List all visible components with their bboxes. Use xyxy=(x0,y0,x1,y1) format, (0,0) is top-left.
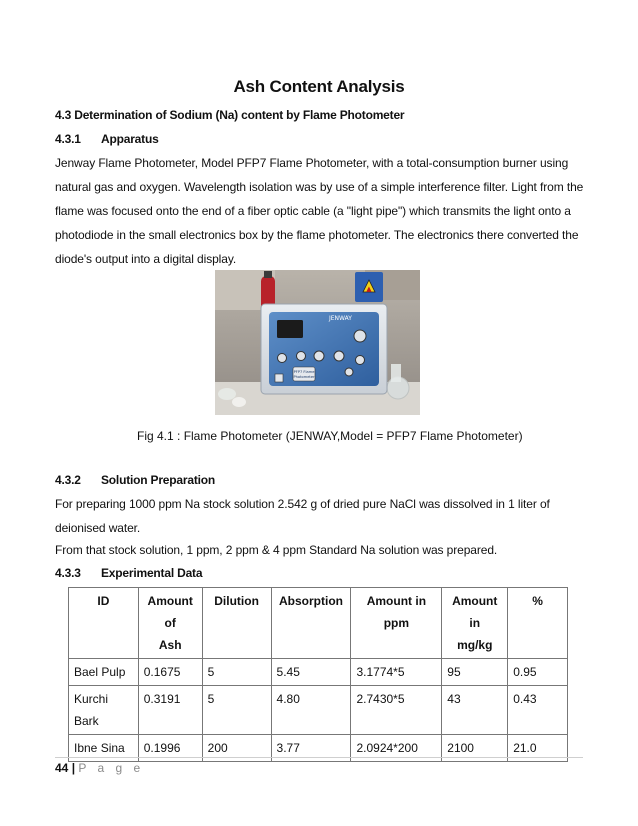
experimental-number: 4.3.3 xyxy=(55,566,81,580)
table-cell: 2100 xyxy=(442,735,508,762)
solution-line: From that stock solution, 1 ppm, 2 ppm & 4 ppm Standard Na solution was prepared. xyxy=(55,543,498,557)
apparatus-heading xyxy=(55,132,159,146)
solution-number: 4.3.2 xyxy=(55,473,81,487)
table-cell: 43 xyxy=(442,686,508,735)
footer-divider xyxy=(55,757,583,758)
table-cell: 5.45 xyxy=(271,659,351,686)
table-row xyxy=(69,686,568,735)
svg-text:Photometer: Photometer xyxy=(293,375,315,379)
table-cell: 2.7430*5 xyxy=(351,686,442,735)
apparatus-line: Jenway Flame Photometer, Model PFP7 Flame Photometer, with a total-consumption burner using xyxy=(55,156,569,170)
svg-text:▲: ▲ xyxy=(366,285,372,293)
solution-line: deionised water. xyxy=(55,521,141,535)
table-cell: 200 xyxy=(202,735,271,762)
table-header-cell: ID xyxy=(69,588,139,659)
apparatus-title: Apparatus xyxy=(101,132,159,146)
table-header-cell: Amount in ppm xyxy=(351,588,442,659)
table-header-cell: Amount of Ash xyxy=(138,588,202,659)
table-header-row xyxy=(69,588,568,659)
table-header-cell: Absorption xyxy=(271,588,351,659)
solution-title: Solution Preparation xyxy=(101,473,216,487)
table-cell: Kurchi Bark xyxy=(69,686,139,735)
page-title: Ash Content Analysis xyxy=(233,77,405,96)
table-row xyxy=(69,659,568,686)
apparatus-line: diode's output into a digital display. xyxy=(55,252,237,266)
table-header-cell: Amount in mg/kg xyxy=(442,588,508,659)
table-cell: 0.43 xyxy=(508,686,568,735)
page-footer xyxy=(55,761,144,775)
table-cell: 2.0924*200 xyxy=(351,735,442,762)
table-cell: 5 xyxy=(202,659,271,686)
experimental-heading xyxy=(55,566,202,580)
apparatus-line: photodiode in the small electronics box by the flame photometer. The electronics there converted the xyxy=(55,228,579,242)
section-number: 4.3 xyxy=(55,108,72,122)
solution-heading xyxy=(55,473,215,487)
table-cell: 0.1675 xyxy=(138,659,202,686)
apparatus-line: natural gas and oxygen. Wavelength isolation was by use of a simple interference filter. Light from the xyxy=(55,180,584,194)
table-cell: 0.3191 xyxy=(138,686,202,735)
footer-separator: | xyxy=(71,761,76,775)
table-cell: 0.1996 xyxy=(138,735,202,762)
table-cell: 0.95 xyxy=(508,659,568,686)
table-cell: 21.0 xyxy=(508,735,568,762)
section-heading xyxy=(55,108,404,122)
apparatus-line: flame was focused onto the end of a fiber optic cable (a "light pipe") which transmits the light onto a xyxy=(55,204,571,218)
svg-text:PFP7 Flame: PFP7 Flame xyxy=(293,370,315,374)
figure-caption: Fig 4.1 : Flame Photometer (JENWAY,Model = PFP7 Flame Photometer) xyxy=(137,429,523,443)
table-cell: 5 xyxy=(202,686,271,735)
page-word: P a g e xyxy=(78,761,145,775)
apparatus-number: 4.3.1 xyxy=(55,132,81,146)
flame-photometer-photo xyxy=(215,270,420,415)
table-cell: 3.77 xyxy=(271,735,351,762)
table-cell: Bael Pulp xyxy=(69,659,139,686)
solution-line: For preparing 1000 ppm Na stock solution 2.542 g of dried pure NaCl was dissolved in 1 liter of xyxy=(55,497,550,511)
table-cell: 4.80 xyxy=(271,686,351,735)
table-cell: 3.1774*5 xyxy=(351,659,442,686)
experimental-title: Experimental Data xyxy=(101,566,203,580)
table-header-cell: Dilution xyxy=(202,588,271,659)
table-header-cell: % xyxy=(508,588,568,659)
device-brand-text: JENWAY xyxy=(329,315,352,322)
experimental-data-table xyxy=(68,587,568,762)
page-number: 44 xyxy=(55,761,69,775)
section-title: Determination of Sodium (Na) content by Flame Photometer xyxy=(74,108,405,122)
table-cell: 95 xyxy=(442,659,508,686)
table-cell: Ibne Sina xyxy=(69,735,139,762)
